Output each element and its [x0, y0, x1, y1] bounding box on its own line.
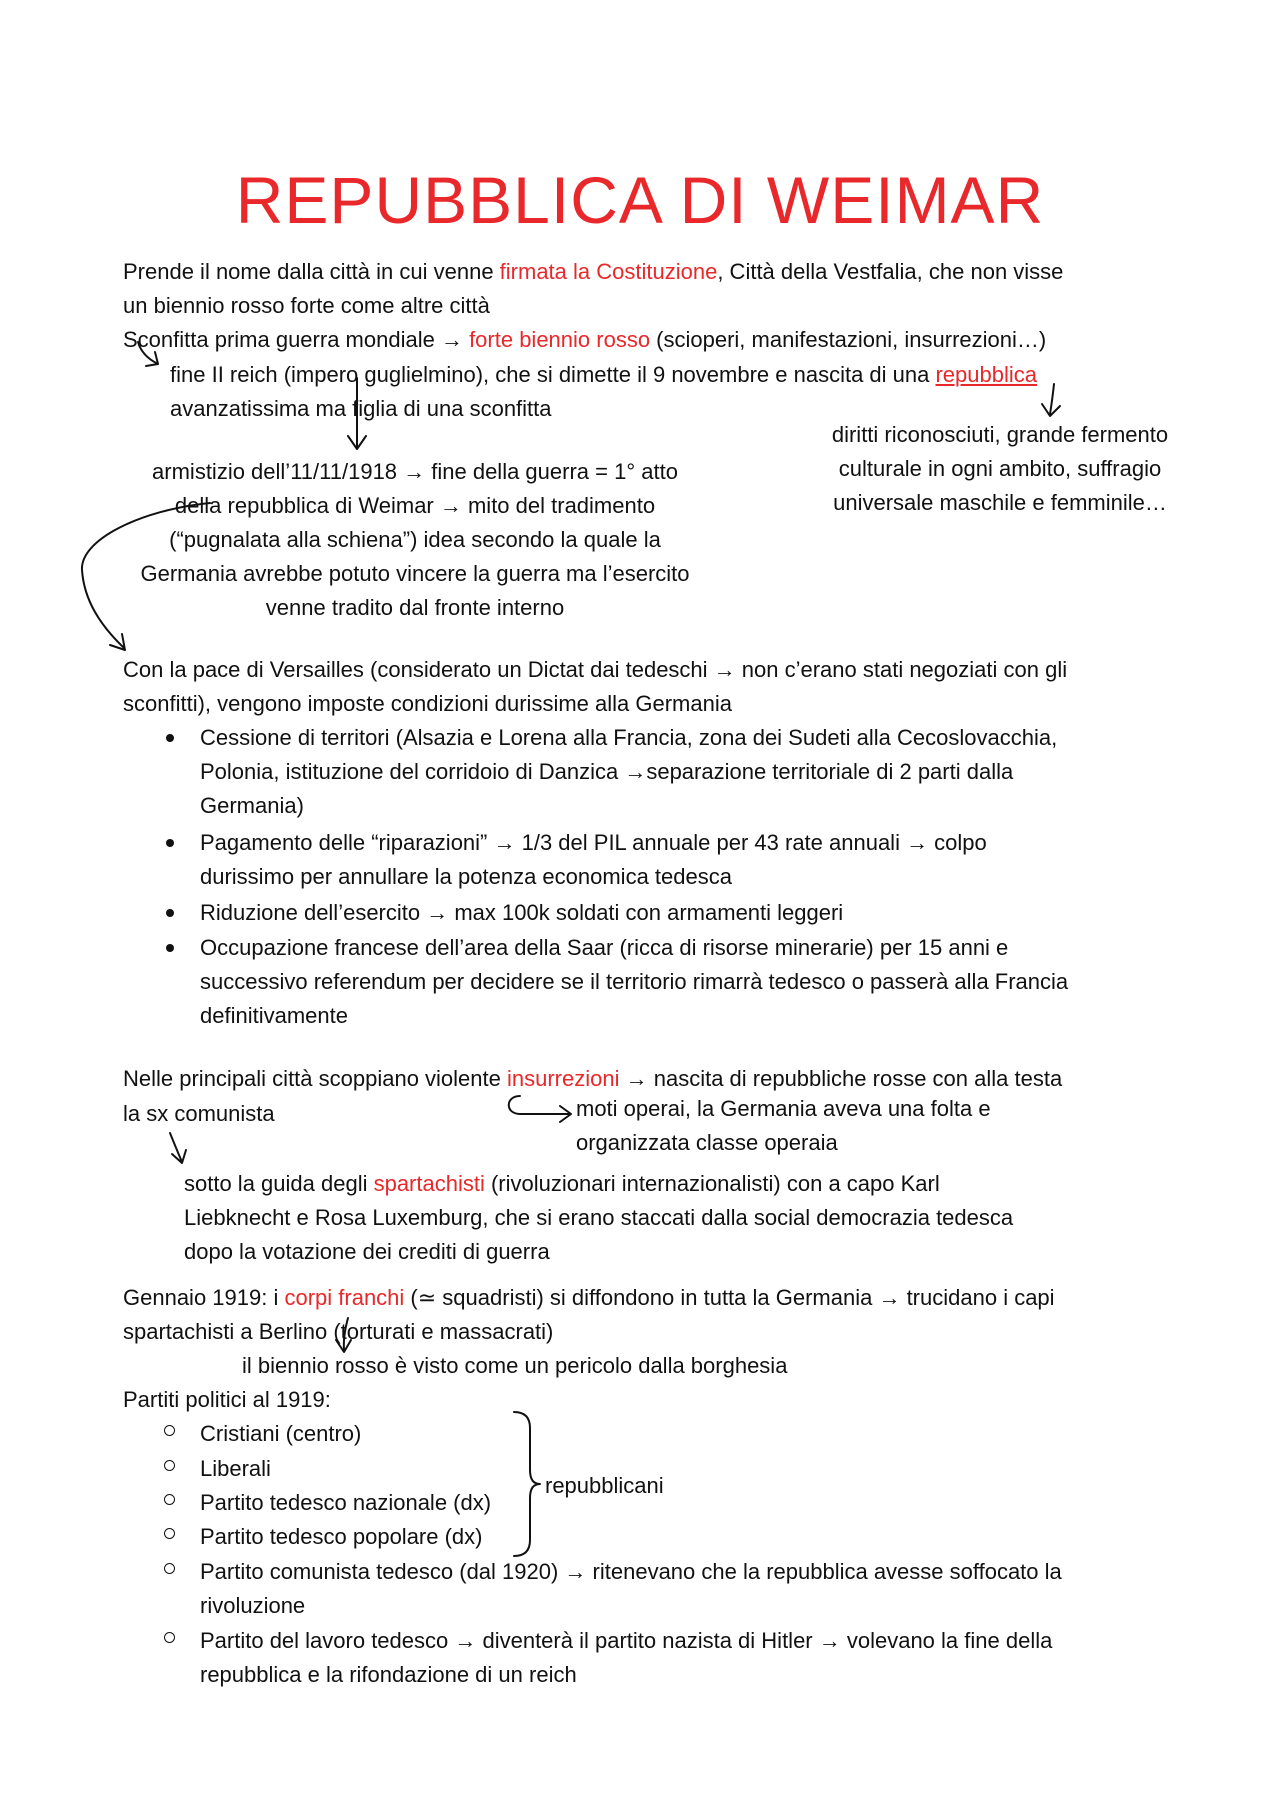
bullet-dot — [166, 909, 174, 917]
highlight-text: insurrezioni — [507, 1066, 620, 1091]
intro-line-4 — [170, 358, 1037, 392]
january-line-2: spartachisti a Berlino (torturati e massacrati) — [123, 1319, 554, 1344]
armistice-note-line: (“pugnalata alla schiena”) idea secondo la quale la — [169, 527, 661, 552]
party-item: Liberali — [200, 1456, 271, 1481]
bullet-dot — [166, 944, 174, 952]
text-run: Nelle principali città scoppiano violente — [123, 1066, 507, 1091]
party-item-cont: rivoluzione — [200, 1593, 306, 1618]
text-run: Gennaio 1919: i — [123, 1285, 285, 1310]
versailles-line-1: Con la pace di Versailles (considerato un Dictat dai tedeschi → non c’erano stati negoziati con gli — [123, 657, 1068, 682]
text-run: fine II reich (impero guglielmino), che si dimette il 9 novembre e nascita di una — [170, 362, 936, 387]
armistice-note-line: Germania avrebbe potuto vincere la guerra ma l’esercito — [140, 561, 690, 586]
bullet-text: Germania) — [200, 793, 304, 818]
bullet-text: successivo referendum per decidere se il territorio rimarrà tedesco o passerà alla Francia — [200, 969, 1069, 994]
list-circle — [164, 1494, 175, 1505]
text-run: (≃ squadristi) si diffondono in tutta la Germania → trucidano i capi — [404, 1285, 1055, 1310]
text-run: → nascita di repubbliche rosse con alla testa — [619, 1066, 1063, 1091]
brace-label: repubblicani — [545, 1473, 664, 1498]
parties-heading: Partiti politici al 1919: — [123, 1387, 331, 1412]
list-circle — [164, 1528, 175, 1539]
insurrections-line-1 — [123, 1062, 1062, 1096]
party-item-cont: repubblica e la rifondazione di un reich — [200, 1662, 577, 1687]
arrow-repubblica-icon — [1042, 384, 1060, 416]
rights-note-line: universale maschile e femminile… — [833, 490, 1167, 515]
party-item: Partito tedesco nazionale (dx) — [200, 1490, 492, 1515]
text-run: (rivoluzionari internazionalisti) con a capo Karl — [484, 1171, 940, 1196]
highlight-text: repubblica — [935, 362, 1037, 387]
highlight-text: forte biennio rosso — [469, 327, 651, 352]
rights-note-line: culturale in ogni ambito, suffragio — [838, 456, 1162, 481]
arrow-loop-icon — [509, 1096, 571, 1122]
highlight-text: spartachisti — [373, 1171, 485, 1196]
party-item: Partito tedesco popolare (dx) — [200, 1524, 483, 1549]
list-circle — [164, 1632, 175, 1643]
party-item: Partito comunista tedesco (dal 1920) → ritenevano che la repubblica avesse soffocato la — [200, 1559, 1062, 1584]
armistice-note-line: armistizio dell’11/11/1918 → fine della guerra = 1° atto — [152, 459, 678, 484]
armistice-note-line: della repubblica di Weimar → mito del tradimento — [174, 493, 656, 518]
list-circle — [164, 1425, 175, 1436]
versailles-line-2: sconfitti), vengono imposte condizioni durissime alla Germania — [123, 691, 732, 716]
highlight-text: corpi franchi — [284, 1285, 405, 1310]
spartacists-line-3: dopo la votazione dei crediti di guerra — [184, 1239, 550, 1264]
text-run: (scioperi, manifestazioni, insurrezioni…) — [650, 327, 1047, 352]
highlight-text: firmata la Costituzione — [499, 259, 718, 284]
intro-line-2: un biennio rosso forte come altre città — [123, 293, 490, 318]
text-run: sotto la guida degli — [184, 1171, 374, 1196]
workers-note-line: moti operai, la Germania aveva una folta e — [576, 1096, 991, 1121]
intro-line-3 — [123, 323, 1046, 357]
bullet-text: definitivamente — [200, 1003, 348, 1028]
intro-line-5: avanzatissima ma figlia di una sconfitta — [170, 396, 552, 421]
workers-note-line: organizzata classe operaia — [576, 1130, 838, 1155]
bullet-text: durissimo per annullare la potenza economica tedesca — [200, 864, 732, 889]
bullet-text: Cessione di territori (Alsazia e Lorena alla Francia, zona dei Sudeti alla Cecoslovacchia, — [200, 725, 1058, 750]
spartacists-line-1 — [184, 1167, 940, 1201]
armistice-note-line: venne tradito dal fronte interno — [265, 595, 565, 620]
bullet-text: Riduzione dell’esercito → max 100k soldati con armamenti leggeri — [200, 900, 844, 925]
january-line-3: il biennio rosso è visto come un pericolo dalla borghesia — [242, 1353, 788, 1378]
bullet-dot — [166, 734, 174, 742]
party-item: Cristiani (centro) — [200, 1421, 362, 1446]
arrow-sx-icon — [170, 1133, 186, 1163]
rights-note-line: diritti riconosciuti, grande fermento — [831, 422, 1169, 447]
text-run: Prende il nome dalla città in cui venne — [123, 259, 500, 284]
list-circle — [164, 1460, 175, 1471]
list-circle — [164, 1563, 175, 1574]
brace-republicans-icon — [514, 1412, 540, 1556]
intro-line-1 — [123, 255, 1063, 289]
insurrections-line-2: la sx comunista — [123, 1101, 275, 1126]
page-title: REPUBBLICA DI WEIMAR — [235, 163, 1045, 237]
bullet-text: Polonia, istituzione del corridoio di Danzica →separazione territoriale di 2 parti dalla — [200, 759, 1014, 784]
text-run: Sconfitta prima guerra mondiale → — [123, 327, 470, 352]
bullet-text: Occupazione francese dell’area della Saar (ricca di risorse minerarie) per 15 anni e — [200, 935, 1009, 960]
bullet-dot — [166, 839, 174, 847]
spartacists-line-2: Liebknecht e Rosa Luxemburg, che si erano staccati dalla social democrazia tedesca — [184, 1205, 1014, 1230]
text-run: , Città della Vestfalia, che non visse — [717, 259, 1064, 284]
bullet-text: Pagamento delle “riparazioni” → 1/3 del PIL annuale per 43 rate annuali → colpo — [200, 830, 987, 855]
january-line-1 — [123, 1281, 1055, 1315]
party-item: Partito del lavoro tedesco → diventerà il partito nazista di Hitler → volevano la fine della — [200, 1628, 1053, 1653]
